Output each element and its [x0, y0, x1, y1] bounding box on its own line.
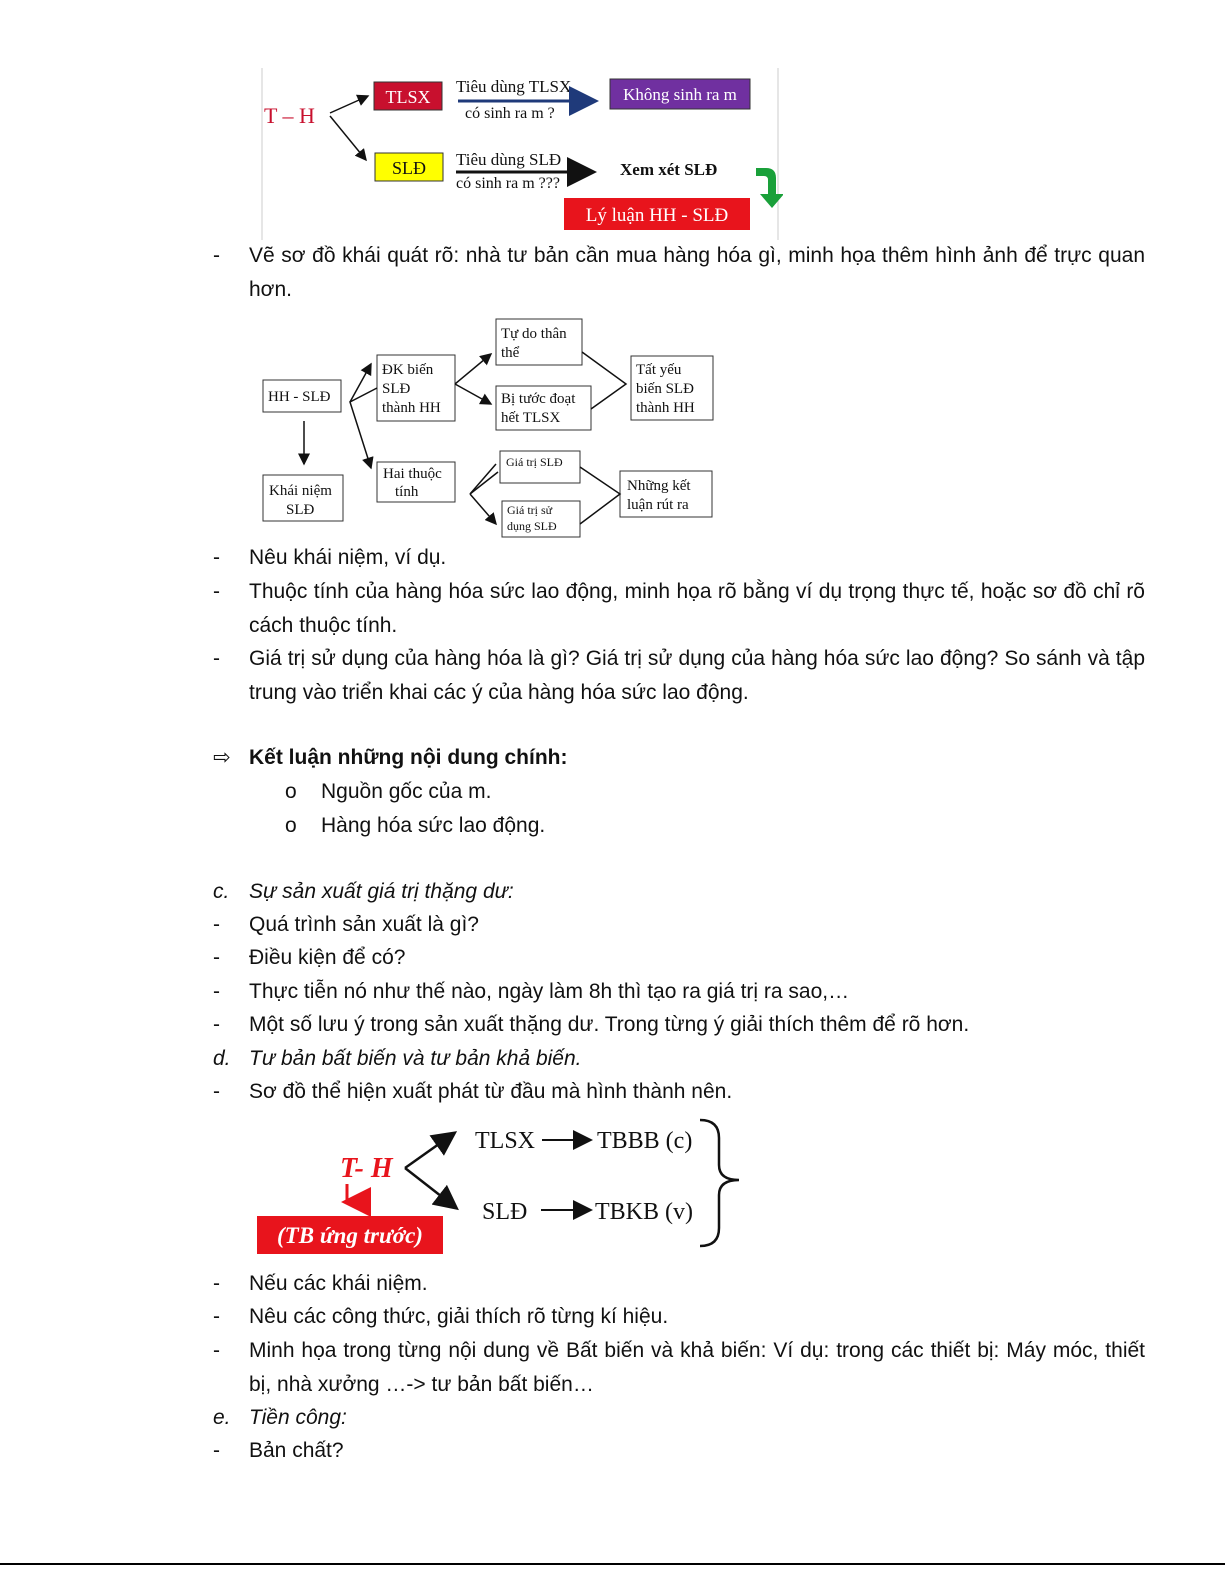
ly-luan-label: Lý luận HH - SLĐ — [585, 205, 729, 226]
bullet-dash: - — [213, 946, 220, 969]
arrow-to-sld — [330, 116, 366, 160]
bullet-dash: - — [213, 244, 220, 267]
bullet-dash: - — [213, 647, 220, 670]
bullet-dash: - — [213, 1272, 220, 1295]
section-title: Tư bản bất biến và tư bản khả biến. — [249, 1047, 582, 1070]
bullet-dash: - — [213, 580, 220, 603]
list-item — [213, 1075, 1145, 1109]
section-e-heading — [213, 1401, 1145, 1435]
label-gtsld: Giá trị SLĐ — [506, 455, 563, 469]
section-title: Tiền công: — [249, 1406, 347, 1429]
arrow-icon: ⇨ — [213, 746, 231, 769]
label-tatyeu-l2: biến SLĐ — [636, 381, 694, 397]
origin-th-text: T- H — [340, 1153, 393, 1184]
bullet-dash: - — [213, 913, 220, 936]
section-c-heading — [213, 875, 1145, 909]
label-gtsd-l2: dụng SLĐ — [507, 519, 557, 533]
list-item — [213, 908, 1145, 942]
conclusion-item-text: Hàng hóa sức lao động. — [321, 814, 546, 837]
list-item-text: Nêu các công thức, giải thích rõ từng kí hiệu. — [249, 1305, 669, 1328]
diagram-hh-sld-tree — [258, 314, 723, 544]
tlsx-label: TLSX — [475, 1128, 535, 1154]
list-item — [213, 1008, 1145, 1042]
list-item-text: Nếu các khái niệm. — [249, 1272, 428, 1295]
label-tudo-l2: thể — [501, 345, 520, 361]
origin-th-label: T – H — [264, 103, 315, 128]
label-bituoc-l1: Bị tước đoạt — [501, 391, 576, 407]
conclusion-heading-text: Kết luận những nội dung chính: — [249, 746, 568, 769]
list-item-text: Điều kiện để có? — [249, 946, 406, 969]
label-bituoc-l2: hết TLSX — [501, 410, 561, 426]
bullet-dash: - — [213, 1305, 220, 1328]
tbkb-label: TBKB (v) — [595, 1199, 693, 1225]
circle-bullet: o — [285, 780, 297, 803]
tlsx-arrow-label-top: Tiêu dùng TLSX — [456, 77, 572, 96]
section-title: Sự sản xuất giá trị thặng dư: — [249, 880, 514, 903]
sld-label: SLĐ — [482, 1199, 528, 1225]
arrow-to-tlsx — [330, 96, 368, 113]
sld-box-label: SLĐ — [391, 158, 427, 178]
label-hai-l2: tính — [395, 484, 419, 500]
label-khai-niem-l1: Khái niệm — [269, 483, 332, 499]
bullet-dash: - — [213, 1013, 220, 1036]
label-dk-l1: ĐK biến — [382, 362, 434, 378]
list-item — [213, 541, 1145, 575]
list-item — [213, 575, 1145, 643]
list-item-text: Nêu khái niệm, ví dụ. — [249, 546, 447, 569]
page-bottom-rule — [0, 1563, 1225, 1565]
sld-arrow-label-top: Tiêu dùng SLĐ — [456, 150, 562, 169]
label-ketluan-l1: Những kết — [627, 478, 691, 494]
right-brace — [700, 1120, 739, 1246]
section-d-heading — [213, 1042, 1145, 1076]
paragraph-sodo-khai-quat — [213, 239, 1145, 307]
xem-xet-sld-label: Xem xét SLĐ — [620, 160, 718, 179]
label-hai-l1: Hai thuộc — [383, 466, 442, 482]
circle-bullet: o — [285, 814, 297, 837]
khong-sinh-ra-m-label: Không sinh ra m — [623, 85, 737, 104]
section-letter: d. — [213, 1047, 231, 1070]
label-tudo-l1: Tự do thân — [501, 326, 567, 342]
paragraph-text: Vẽ sơ đồ khái quát rõ: nhà tư bản cần mua hàng hóa gì, minh họa thêm hình ảnh để trực quan hơn. — [249, 244, 1145, 301]
tlsx-arrow-label-bottom: có sinh ra m ? — [465, 105, 555, 122]
section-letter: e. — [213, 1406, 231, 1429]
tb-ung-truoc-label: (TB ứng trước) — [277, 1223, 423, 1248]
list-item-text: Thực tiễn nó như thế nào, ngày làm 8h thì tạo ra giá trị ra sao,… — [249, 980, 850, 1003]
list-item-text: Minh họa trong từng nội dung về Bất biến và khả biến: Ví dụ: trong các thiết bị: Máy móc, thiết bị, nhà xưởng …-> tư bản bất biến… — [249, 1339, 1145, 1396]
list-item-text: Bản chất? — [249, 1439, 344, 1462]
label-ketluan-l2: luận rút ra — [627, 497, 689, 513]
list-item-text: Quá trình sản xuất là gì? — [249, 913, 479, 936]
section-letter: c. — [213, 880, 230, 903]
label-tatyeu-l3: thành HH — [636, 400, 695, 416]
list-item — [213, 1300, 1145, 1334]
bullet-dash: - — [213, 1439, 220, 1462]
label-tatyeu-l1: Tất yếu — [636, 362, 682, 378]
bullet-dash: - — [213, 546, 220, 569]
conclusion-heading — [213, 741, 1145, 775]
list-item — [213, 1334, 1145, 1402]
list-item — [213, 642, 1145, 710]
list-item-text: Giá trị sử dụng của hàng hóa là gì? Giá trị sử dụng của hàng hóa sức lao động? So sánh và tập trung vào triển khai các ý của hàng hóa sức lao động. — [249, 647, 1145, 704]
diagram-tlsx-sld-flow — [258, 68, 783, 240]
label-khai-niem-l2: SLĐ — [286, 502, 315, 518]
bullet-dash: - — [213, 1339, 220, 1362]
list-item — [213, 1434, 1145, 1468]
label-dk-l2: SLĐ — [382, 381, 411, 397]
list-item — [213, 1267, 1145, 1301]
list-item-text: Một số lưu ý trong sản xuất thặng dư. Trong từng ý giải thích thêm để rõ hơn. — [249, 1013, 970, 1036]
green-turn-arrow — [756, 168, 783, 208]
tlsx-box-label: TLSX — [385, 87, 431, 107]
conclusion-item-text: Nguồn gốc của m. — [321, 780, 492, 803]
bullet-dash: - — [213, 1080, 220, 1103]
sld-arrow-label-bottom: có sinh ra m ??? — [456, 175, 560, 192]
diagram-tb-ung-truoc — [255, 1110, 750, 1260]
label-dk-l3: thành HH — [382, 400, 441, 416]
list-item — [213, 941, 1145, 975]
label-hh-sld: HH - SLĐ — [268, 389, 331, 405]
origin-th-label — [340, 1153, 394, 1184]
list-item-text: Sơ đồ thể hiện xuất phát từ đầu mà hình thành nên. — [249, 1080, 733, 1103]
list-item — [213, 975, 1145, 1009]
bullet-dash: - — [213, 980, 220, 1003]
label-gtsd-l1: Giá trị sử — [507, 503, 553, 517]
list-item-text: Thuộc tính của hàng hóa sức lao động, minh họa rõ bằng ví dụ trọng thực tế, hoặc sơ đồ chỉ rõ cách thuộc tính. — [249, 580, 1145, 637]
tbbb-label: TBBB (c) — [597, 1128, 693, 1154]
